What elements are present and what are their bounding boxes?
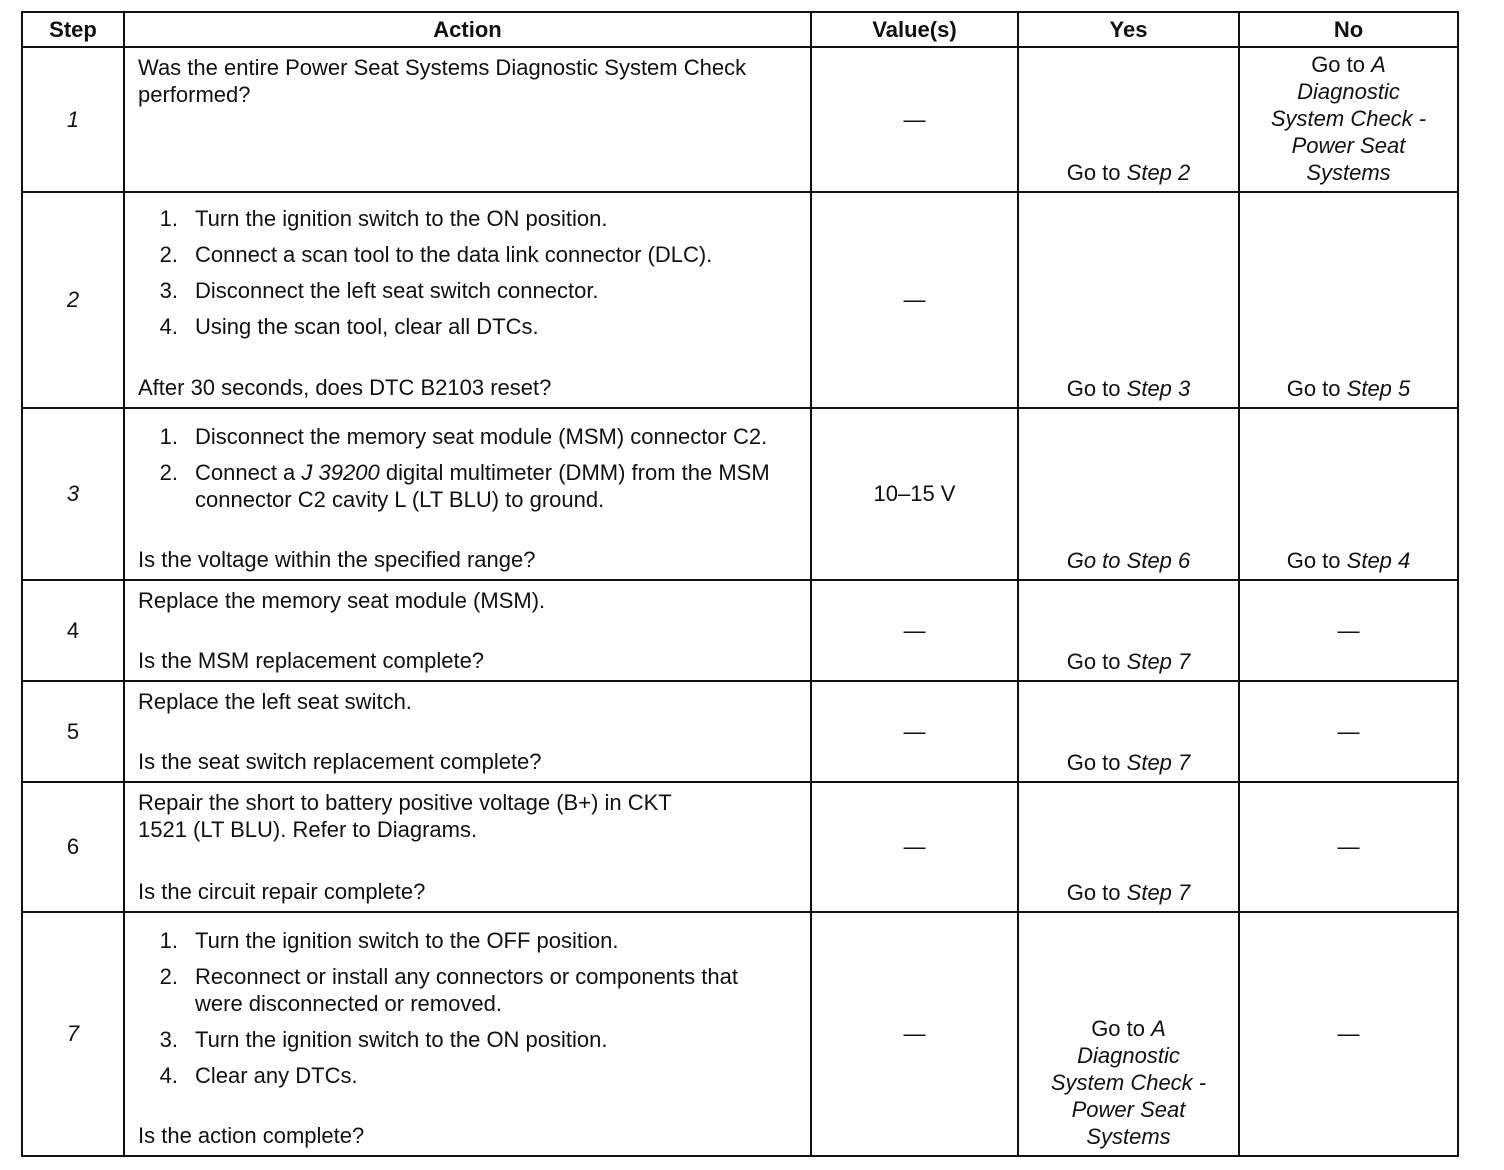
no-prefix: Go to — [1286, 548, 1341, 573]
action-text: Replace the memory seat module (MSM). — [138, 588, 546, 613]
header-action: Action — [124, 12, 811, 47]
no-cell — [1239, 192, 1458, 408]
diagnostic-table — [21, 11, 1459, 1157]
yes-link[interactable]: Step 7 — [1126, 750, 1191, 775]
action-steps — [138, 423, 800, 522]
yes-link[interactable]: Step 2 — [1126, 160, 1191, 185]
action-cell — [124, 912, 811, 1156]
value-cell: — — [811, 912, 1018, 1156]
yes-prefix: Go to — [1066, 376, 1121, 401]
no-cell: — — [1239, 681, 1458, 782]
action-question: Is the voltage within the specified range? — [138, 547, 536, 572]
step-number: 3 — [22, 408, 124, 580]
action-cell — [124, 47, 811, 192]
action-steps — [138, 927, 780, 1098]
yes-cell — [1018, 681, 1239, 782]
list-item: 1. Turn the ignition switch to the OFF position. — [159, 928, 619, 953]
action-cell — [124, 192, 811, 408]
step-number: 5 — [22, 681, 124, 782]
table-row — [22, 408, 1458, 580]
header-yes: Yes — [1018, 12, 1239, 47]
table-row — [22, 47, 1458, 192]
no-cell: — — [1239, 580, 1458, 681]
yes-link[interactable]: Step 3 — [1126, 376, 1191, 401]
no-link[interactable]: Step 5 — [1346, 376, 1411, 401]
action-text: Repair the short to battery positive voltage (B+) in CKT 1521 (LT BLU). Refer to Diagrams. — [138, 790, 672, 842]
list-item: 1. Disconnect the memory seat module (MSM) connector C2. — [159, 424, 768, 449]
yes-cell — [1018, 408, 1239, 580]
value-cell: — — [811, 681, 1018, 782]
yes-link[interactable]: Step 6 — [1126, 548, 1191, 573]
header-no: No — [1239, 12, 1458, 47]
tool-number: J 39200 — [301, 460, 380, 485]
yes-cell — [1018, 912, 1239, 1156]
yes-cell — [1018, 580, 1239, 681]
list-item: 2. Reconnect or install any connectors or components that were disconnected or removed. — [159, 964, 738, 1016]
value-cell: 10–15 V — [811, 408, 1018, 580]
step-number: 6 — [22, 782, 124, 912]
step-number: 1 — [22, 47, 124, 192]
table-row — [22, 782, 1458, 912]
action-text: Was the entire Power Seat Systems Diagnostic System Check performed? — [138, 55, 747, 107]
header-values: Value(s) — [811, 12, 1018, 47]
step-number: 2 — [22, 192, 124, 408]
yes-prefix: Go to — [1066, 548, 1121, 573]
value-cell: — — [811, 782, 1018, 912]
yes-cell — [1018, 47, 1239, 192]
value-cell: — — [811, 47, 1018, 192]
action-question: After 30 seconds, does DTC B2103 reset? — [138, 375, 552, 400]
header-row — [22, 12, 1458, 47]
yes-link[interactable]: A Diagnostic System Check - Power Seat Systems — [1050, 1016, 1207, 1149]
action-question: Is the seat switch replacement complete? — [138, 749, 542, 774]
no-cell — [1239, 408, 1458, 580]
yes-prefix: Go to — [1066, 880, 1121, 905]
action-question: Is the action complete? — [138, 1123, 365, 1148]
list-item: 4. Using the scan tool, clear all DTCs. — [159, 314, 539, 339]
list-item: 1. Turn the ignition switch to the ON position. — [159, 206, 608, 231]
no-prefix: Go to — [1286, 376, 1341, 401]
table-row — [22, 192, 1458, 408]
list-item: 2. Connect a scan tool to the data link connector (DLC). — [159, 242, 713, 267]
action-question: Is the circuit repair complete? — [138, 879, 426, 904]
no-prefix: Go to — [1311, 52, 1365, 77]
list-item: 4. Clear any DTCs. — [159, 1063, 358, 1088]
yes-cell — [1018, 192, 1239, 408]
no-cell: — — [1239, 782, 1458, 912]
table-row — [22, 912, 1458, 1156]
list-item: 2. Connect a J 39200 digital multimeter (DMM) from the MSM connector C2 cavity L (LT BLU) to ground. — [159, 460, 770, 512]
yes-link[interactable]: Step 7 — [1126, 649, 1191, 674]
action-cell — [124, 408, 811, 580]
yes-prefix: Go to — [1066, 649, 1121, 674]
step-number: 7 — [22, 912, 124, 1156]
action-text: Replace the left seat switch. — [138, 689, 412, 714]
action-cell — [124, 580, 811, 681]
step-number: 4 — [22, 580, 124, 681]
action-question: Is the MSM replacement complete? — [138, 648, 485, 673]
table-row — [22, 580, 1458, 681]
header-step: Step — [22, 12, 124, 47]
value-cell: — — [811, 580, 1018, 681]
yes-prefix: Go to — [1066, 160, 1121, 185]
no-link[interactable]: Step 4 — [1346, 548, 1411, 573]
list-item: 3. Disconnect the left seat switch connector. — [159, 278, 599, 303]
list-item: 3. Turn the ignition switch to the ON position. — [159, 1027, 608, 1052]
yes-link[interactable]: Step 7 — [1126, 880, 1191, 905]
yes-prefix: Go to — [1091, 1016, 1145, 1041]
action-steps — [138, 205, 800, 349]
action-cell — [124, 782, 811, 912]
no-cell — [1239, 47, 1458, 192]
no-cell: — — [1239, 912, 1458, 1156]
yes-cell — [1018, 782, 1239, 912]
value-cell: — — [811, 192, 1018, 408]
yes-prefix: Go to — [1066, 750, 1121, 775]
table-row — [22, 681, 1458, 782]
action-cell — [124, 681, 811, 782]
no-link[interactable]: A Diagnostic System Check - Power Seat Systems — [1270, 52, 1427, 185]
